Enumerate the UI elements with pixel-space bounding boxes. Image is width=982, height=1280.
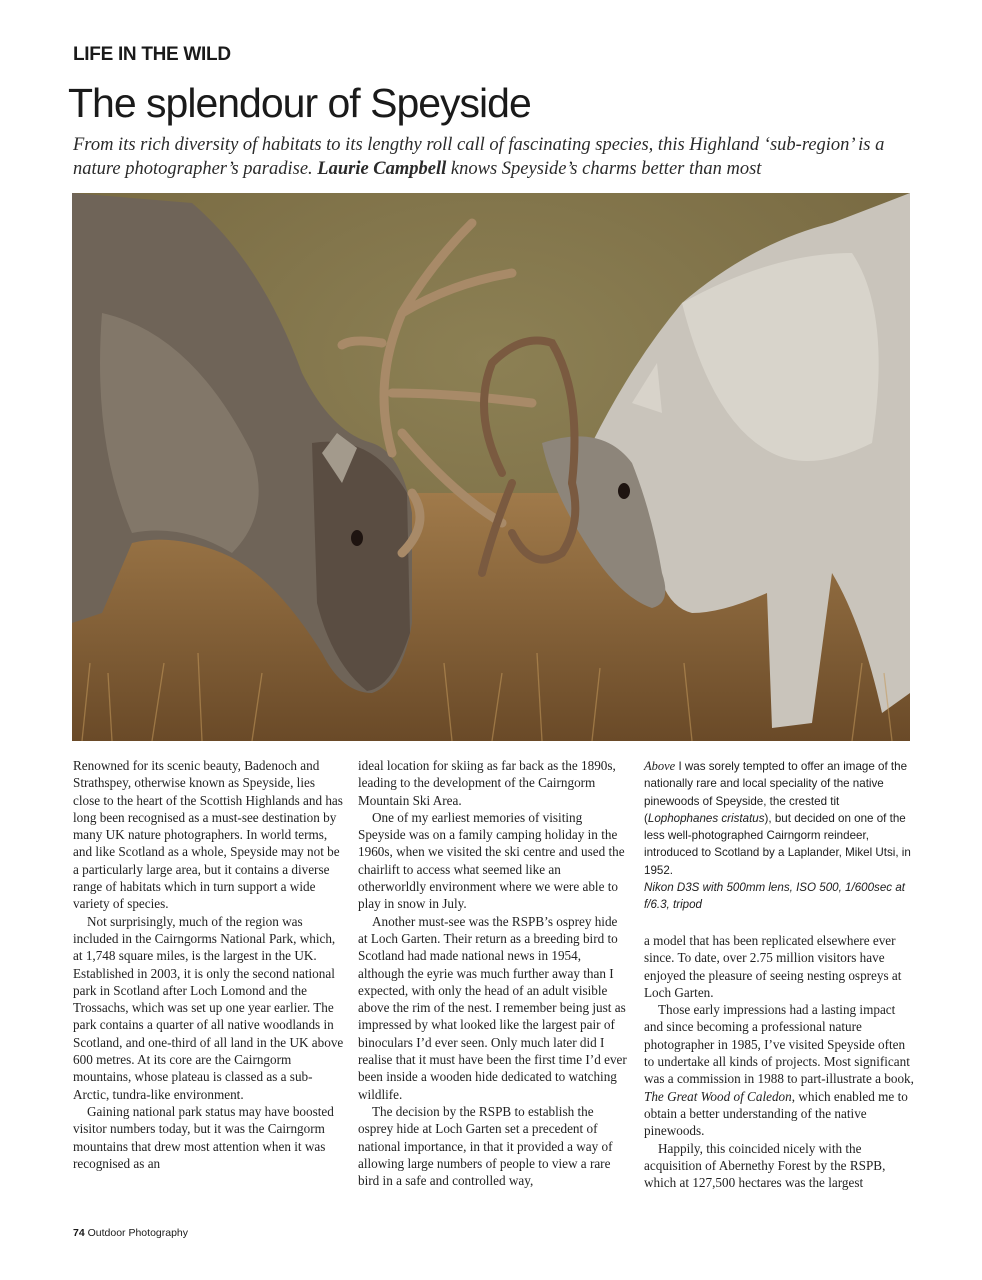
paragraph: Renowned for its scenic beauty, Badenoch and Strathspey, otherwise known as Speyside, lies close to the heart of the Scottish Highlands and has long been recognised as a must-see destination by many UK nature photographers. In world terms, and like Scotland as a whole, Speyside may not be a particularly large area, but it contains a diverse range of habitats which in turn support a wide variety of species. [73, 758, 343, 912]
publication-name: Outdoor Photography [87, 1227, 189, 1239]
paragraph: Gaining national park status may have boosted visitor numbers today, but it was the Cairngorm mountains that drew most attention when it was recognised as an [73, 1103, 334, 1171]
reindeer-illustration [72, 193, 910, 741]
body-column-3 [644, 932, 916, 1191]
article-title: The splendour of Speyside [68, 80, 531, 126]
paragraph [644, 1001, 916, 1139]
paragraph: One of my earliest memories of visiting Speyside was on a family camping holiday in the 1960s, when we visited the ski centre and used the chairlift to access what seemed like an otherworldly environment where we were able to play in snow in July. [358, 809, 625, 912]
standfirst-text: From its rich diversity of habitats to its lengthy roll call of fascinating species, this Highland ‘sub-region’ is a nature photographer’s paradise. [73, 135, 885, 179]
paragraph: Another must-see was the RSPB’s osprey hide at Loch Garten. Their return as a breeding bird to Scotland had made national news in 1954, although the eyrie was much further away than I expected, with only the head of an adult visible above the rim of the nest. I remember being just as impressed by what looked like the largest pair of binoculars I’d ever seen. Only much later did I realise that it must have been the first time I’d ever been inside a wooden hide dedicated to watching wildlife. [358, 913, 627, 1102]
caption-text: I was sorely tempted to offer an image of the nationally rare and local speciality of the native pinewoods of Speyside, the crested tit ( [644, 760, 908, 825]
page-number: 74 [73, 1227, 85, 1239]
paragraph-text-cont: , which enabled me to obtain a better understanding of the native pinewoods. [644, 1088, 908, 1139]
standfirst [73, 133, 913, 181]
paragraph: ideal location for skiing as far back as the 1890s, leading to the development of the Cairngorm Mountain Ski Area. [358, 758, 616, 808]
section-kicker: LIFE IN THE WILD [73, 44, 231, 65]
photo-caption [644, 758, 916, 914]
caption-camera-settings: Nikon D3S with 500mm lens, ISO 500, 1/600sec at f/6.3, tripod [644, 881, 905, 912]
page-footer [73, 1227, 188, 1239]
caption-lead: Above [644, 759, 676, 773]
paragraph: Not surprisingly, much of the region was included in the Cairngorms National Park, which, at 1,748 square miles, is the largest in the UK. Established in 2003, it is only the second national park in Scotland after Loch Lomond and the Trossachs, which was set up one year earlier. The park contains a quarter of all native woodlands in Scotland, and one-third of all land in the UK above 600 metres. At its core are the Cairngorm mountains, whose plateau is classed as a sub-Arctic, tundra-like environment. [73, 913, 344, 1102]
book-title: The Great Wood of Caledon [644, 1088, 792, 1104]
paragraph: The decision by the RSPB to establish the osprey hide at Loch Garten set a precedent of national importance, in that it provided a way of allowing large numbers of people to view a rare bird in a safe and controlled way, [358, 1103, 613, 1189]
paragraph: Happily, this coincided nicely with the acquisition of Abernethy Forest by the RSPB, which at 127,500 hectares was the largest [644, 1140, 886, 1191]
author-name: Laurie Campbell [317, 159, 447, 179]
body-column-1 [73, 757, 345, 1172]
body-column-2 [358, 757, 630, 1189]
caption-species: Lophophanes cristatus [647, 811, 765, 825]
paragraph: a model that has been replicated elsewhere ever since. To date, over 2.75 million visitors have enjoyed the pleasure of seeing nesting ospreys at Loch Garten. [644, 933, 902, 1000]
hero-photo-reindeer [72, 193, 910, 741]
paragraph-text: Those early impressions had a lasting impact and since becoming a professional nature photographer in 1985, I’ve visited Speyside often to undertake all kinds of projects. Most significant was a commission in 1988 to part-illustrate a book, [644, 1002, 914, 1087]
standfirst-text-end: knows Speyside’s charms better than most [450, 159, 762, 179]
caption-text-cont: ), but decided on one of the less well-photographed Cairngorm reindeer, introduced to Scotland by a Laplander, Mikel Utsi, in 1952. [644, 811, 911, 877]
